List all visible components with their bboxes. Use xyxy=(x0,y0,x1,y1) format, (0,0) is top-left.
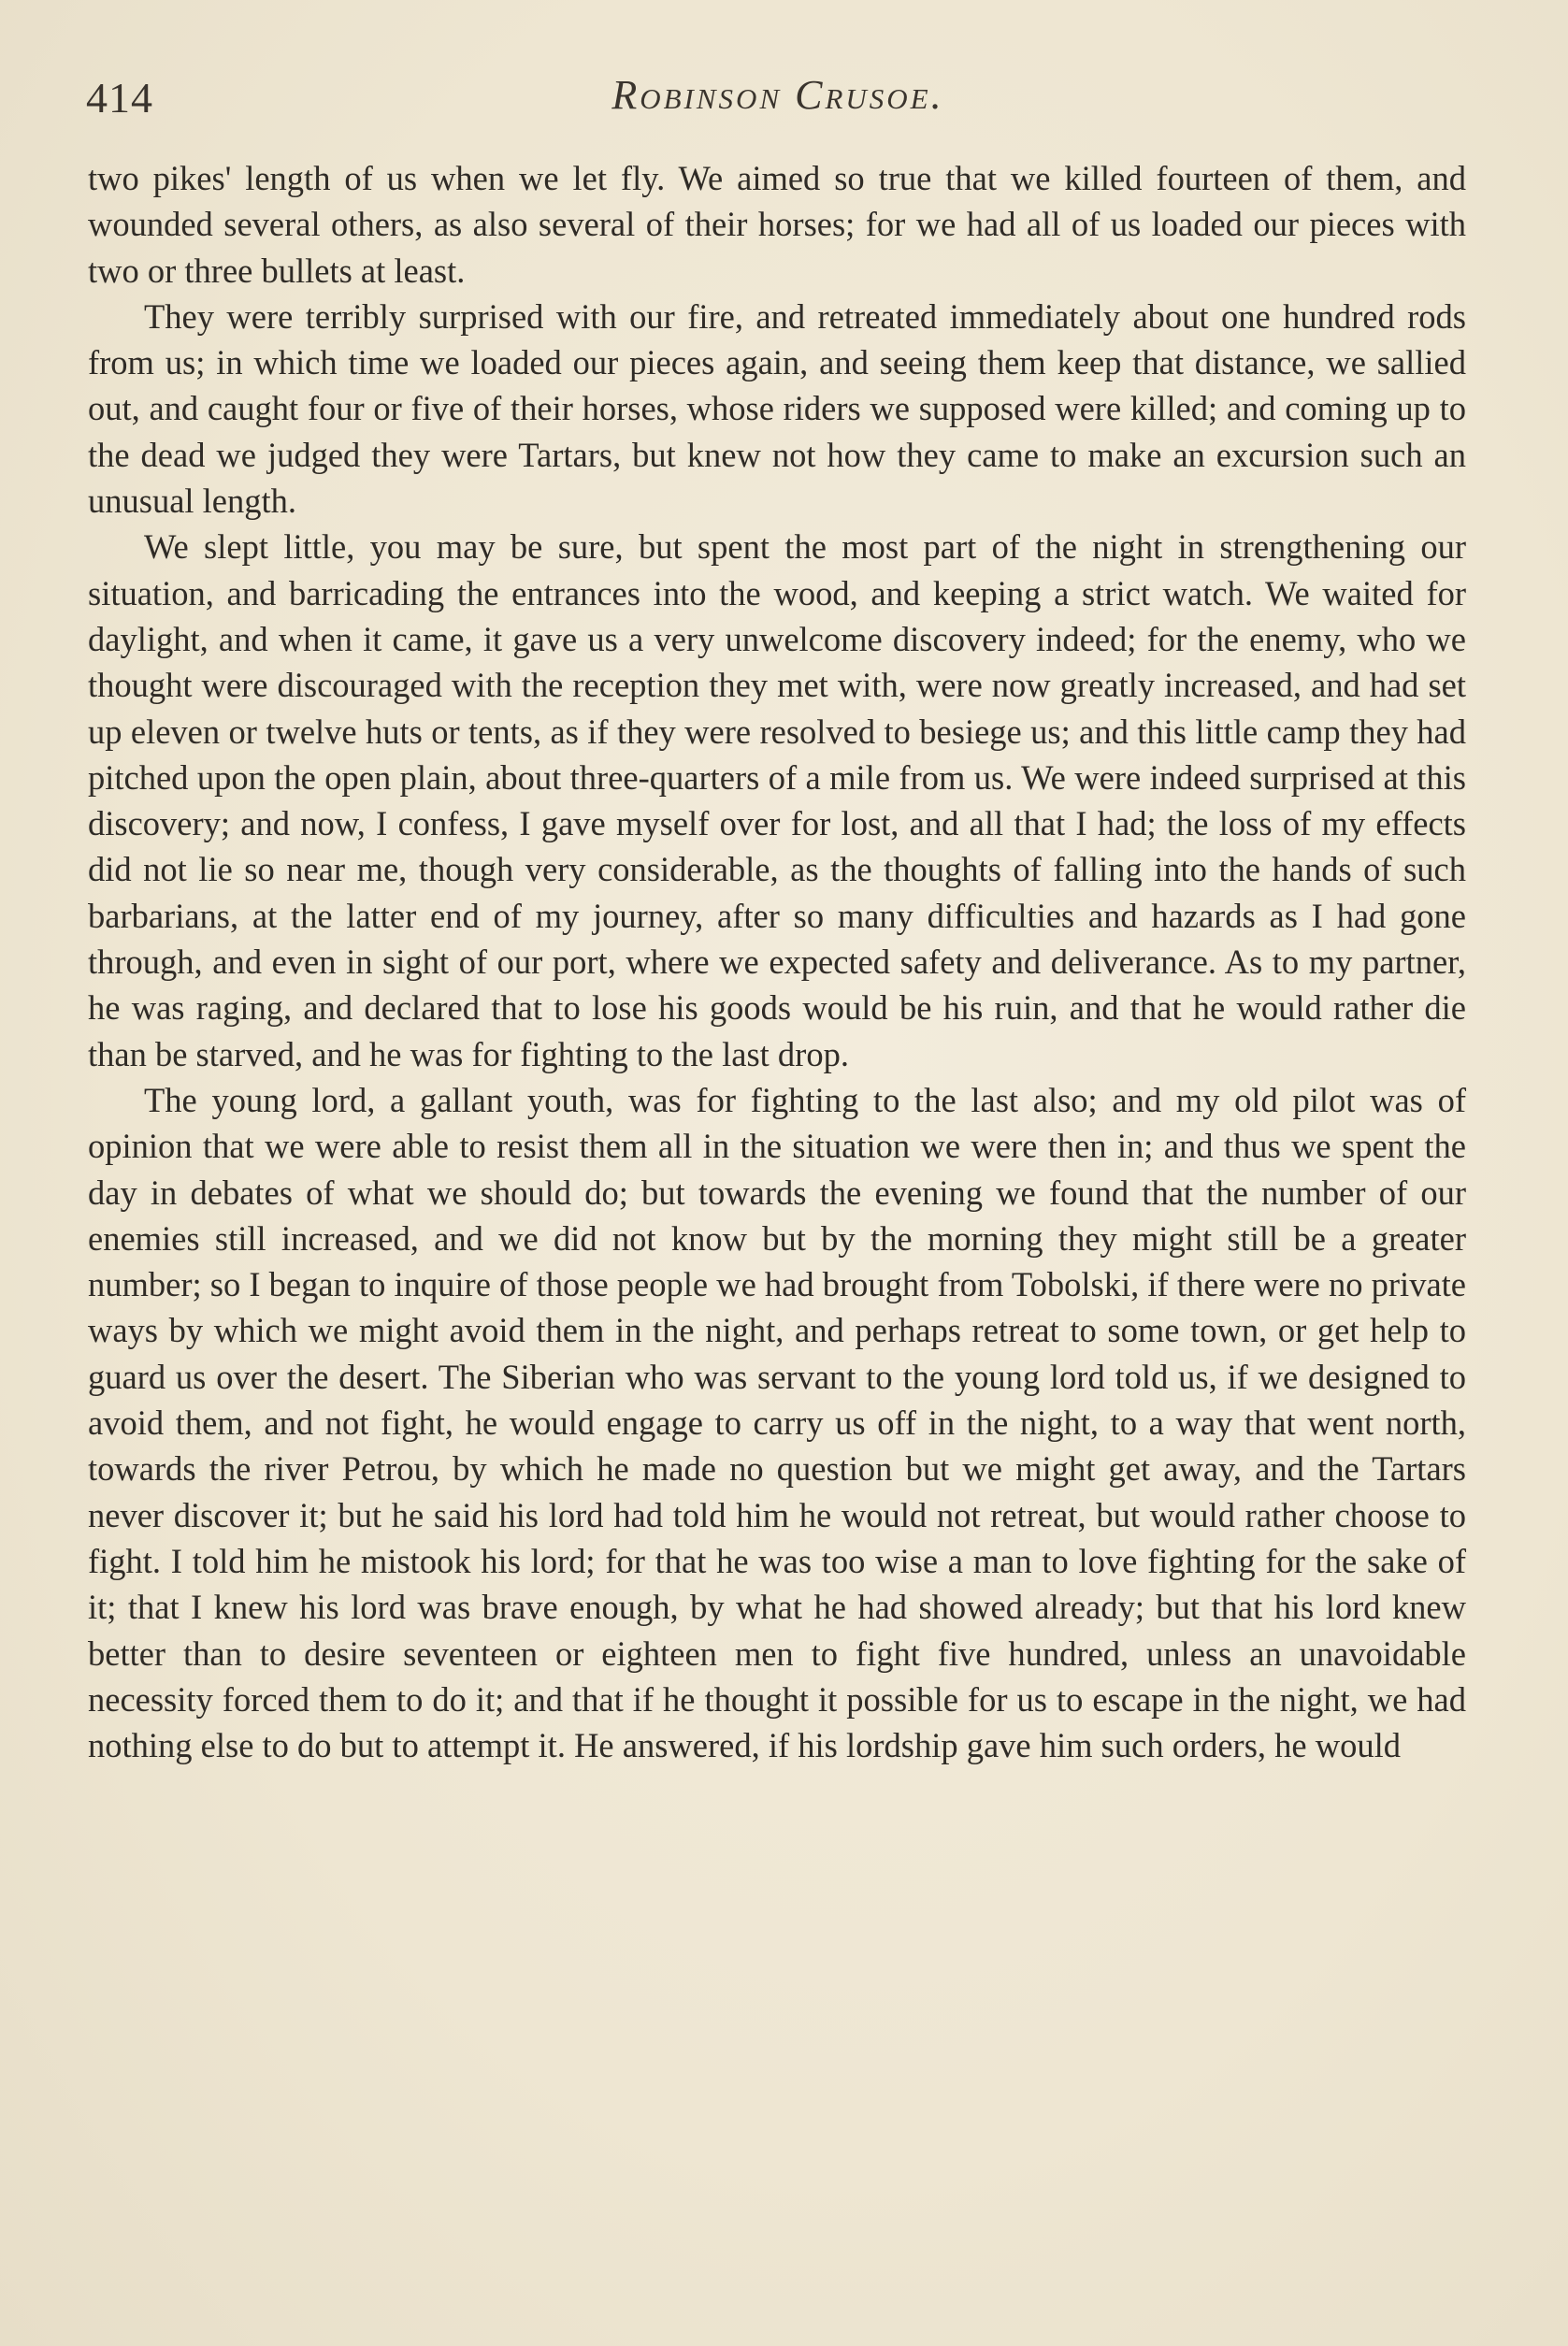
body-text xyxy=(88,155,1466,1768)
paragraph-2: They were terribly surprised with our fire, and retreated immediately about one hundred rods from us; in which time we loaded our pieces again, and seeing them keep that distance, we sallied out, and caught four or five of their horses, whose riders we supposed were killed; and coming up to the dead we judged they were Tartars, but knew not how they came to make an excursion such an unusual length. xyxy=(88,296,1466,521)
paragraph-4: The young lord, a gallant youth, was for fighting to the last also; and my old pilot was of opinion that we were able to resist them all in the situation we were then in; and thus we spent the day in debates of what we should do; but towards the evening we found that the number of our enemies still increased, and we did not know but by the morning they might still be a greater number; so I began to inquire of those people we had brought from Tobolski, if there were no private ways by which we might avoid them in the night, and perhaps retreat to some town, or get help to guard us over the desert. The Siberian who was servant to the young lord told us, if we designed to avoid them, and not fight, he would engage to carry us off in the night, to a way that went north, towards the river Petrou, by which he made no question but we might get away, and the Tartars never discover it; but he said his lord had told him he would not retreat, but would rather choose to fight. I told him he mistook his lord; for that he was too wise a man to love fighting for the sake of it; that I knew his lord was brave enough, by what he had showed already; but that his lord knew better than to desire seventeen or eighteen men to fight five hundred, unless an unavoidable necessity forced them to do it; and that if he thought it possible for us to escape in the night, we had nothing else to do but to attempt it. He answered, if his lordship gave him such orders, he would xyxy=(88,1080,1466,1765)
page-header xyxy=(86,65,1470,131)
paragraph-3: We slept little, you may be sure, but spent the most part of the night in strengthening our situation, and barricading the entrances into the wood, and keeping a strict watch. We waited for daylight, and when it came, it gave us a very unwelcome discovery indeed; for the enemy, who we thought were discouraged with the reception they met with, were now greatly increased, and had set up eleven or twelve huts or tents, as if they were resolved to besiege us; and this little camp they had pitched upon the open plain, about three-quarters of a mile from us. We were indeed surprised at this discovery; and now, I confess, I gave myself over for lost, and all that I had; the loss of my effects did not lie so near me, though very considerable, as the thoughts of falling into the hands of such barbarians, at the latter end of my journey, after so many difficulties and hazards as I had gone through, and even in sight of our port, where we expected safety and deliverance. As to my partner, he was raging, and declared that to lose his goods would be his ruin, and that he would rather die than be starved, and he was for fighting to the last drop. xyxy=(88,527,1466,1073)
paragraph-1: two pikes' length of us when we let fly. We aimed so true that we killed fourteen of them, and wounded several others, as also several of their horses; for we had all of us loaded our pieces with two or three bullets at least. xyxy=(88,159,1466,290)
running-title: Robinson Crusoe. xyxy=(611,72,944,118)
page-number: 414 xyxy=(86,74,153,122)
